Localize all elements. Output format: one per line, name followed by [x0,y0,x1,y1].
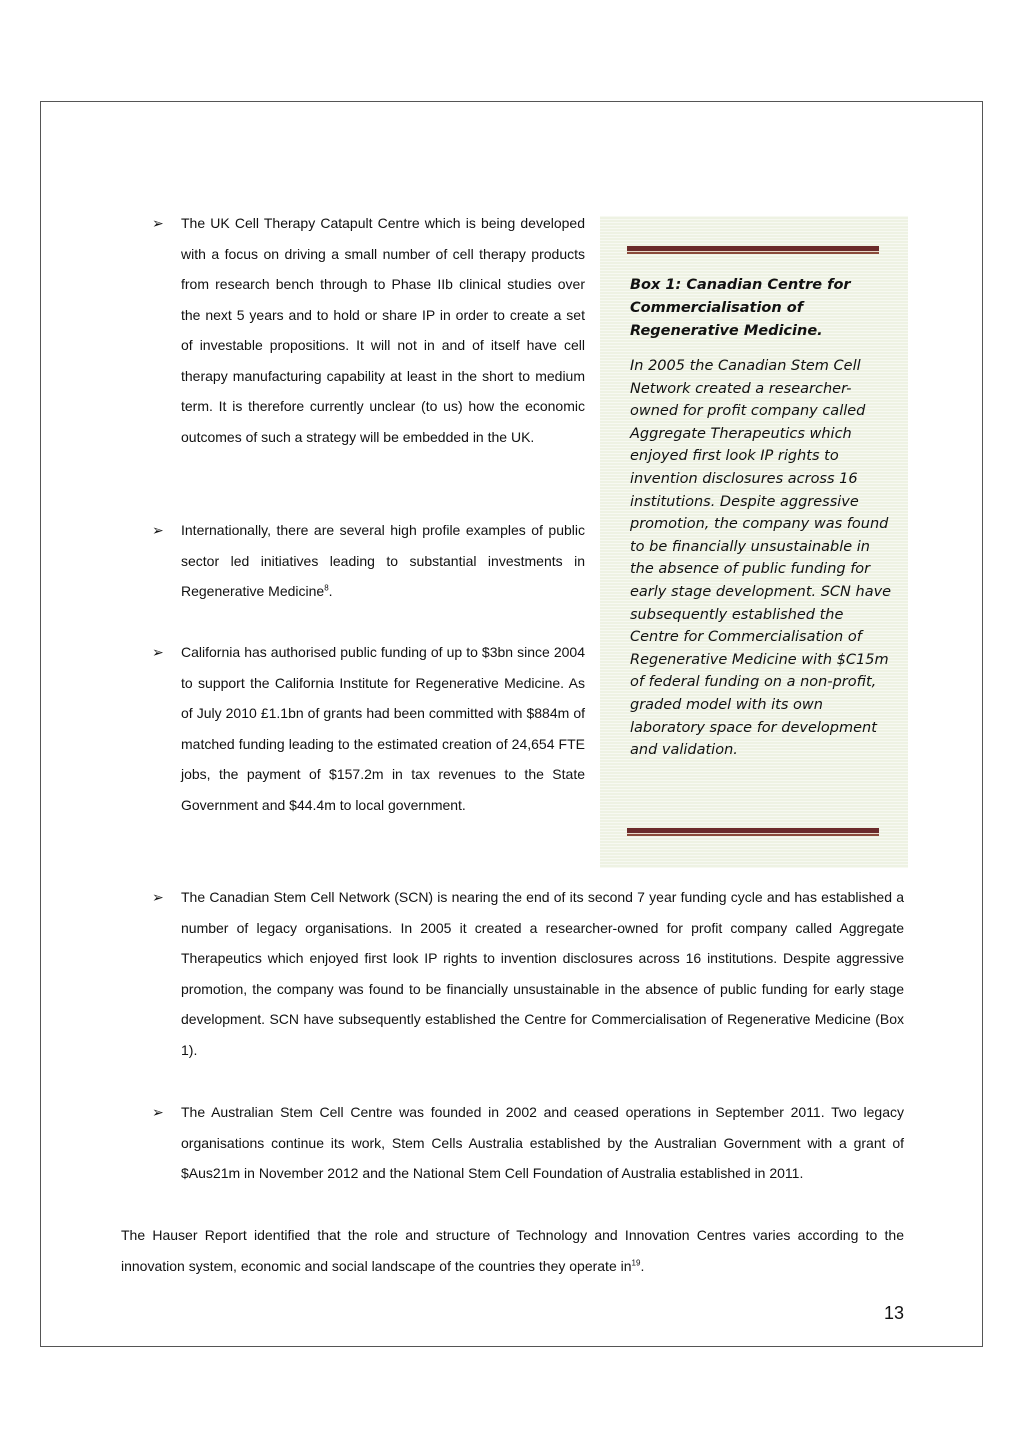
bullet-arrow-icon: ➢ [152,889,164,905]
footnote-ref: 19 [631,1257,641,1267]
bullet-arrow-icon: ➢ [152,215,164,231]
bullet-international [181,515,585,607]
bullet-arrow-icon: ➢ [152,1104,164,1120]
closing-text: The Hauser Report identified that the role and structure of Technology and Innovation Centres varies according to the innovation system, economic and social landscape of the countries they operate in [121,1227,904,1274]
box-top-rule [627,246,879,254]
bullet-california: California has authorised public funding of up to $3bn since 2004 to support the California Institute for Regenerative Medicine. As of July 2010 £1.1bn of grants had been committed with $884m of matched funding leading to the estimated creation of 24,654 FTE jobs, the payment of $157.2m in tax revenues to the State Government and $44.4m to local government. [181,644,585,813]
page-number: 13 [883,1303,904,1323]
bullet-australia: The Australian Stem Cell Centre was founded in 2002 and ceased operations in September 2011. Two legacy organisations continue its work, Stem Cells Australia established by the Australian Government with a grant of $Aus21m in November 2012 and the National Stem Cell Foundation of Australia established in 2011. [181,1104,904,1181]
bullet-uk-catapult: The UK Cell Therapy Catapult Centre which is being developed with a focus on driving a small number of cell therapy products from research bench through to Phase IIb clinical studies over the next 5 years and to hold or share IP in order to create a set of investable propositions. It will not in and of itself have cell therapy manufacturing capability at least in the short to medium term. It is therefore currently unclear (to us) how the economic outcomes of such a strategy will be embedded in the UK. [181,215,585,445]
footnote-ref: 8 [324,583,329,593]
bullet-arrow-icon: ➢ [152,522,164,538]
box-1-sidebar [600,216,908,868]
bullet-arrow-icon: ➢ [152,644,164,660]
box-bottom-rule [627,828,879,836]
bullet-international-text: Internationally, there are several high profile examples of public sector led initiatives leading to substantial investments in Regenerative Medicine [181,522,585,599]
sentence-end: . [640,1257,645,1274]
bullet-canada: The Canadian Stem Cell Network (SCN) is nearing the end of its second 7 year funding cycle and has established a number of legacy organisations. In 2005 it created a researcher-owned for profit company called Aggregate Therapeutics which enjoyed first look IP rights to invention disclosures across 16 institutions. Despite aggressive promotion, the company was found to be financially unsustainable in the absence of public funding for early stage development. SCN have subsequently established the Centre for Commercialisation of Regenerative Medicine (Box 1). [181,889,904,1058]
box-title: Box 1: Canadian Centre for Commercialisation of Regenerative Medicine. [630,277,851,339]
sentence-end: . [328,583,333,599]
box-body: In 2005 the Canadian Stem Cell Network created a researcher-owned for profit company called Aggregate Therapeutics which enjoyed first look IP rights to invention disclosures across 16 institutions. Despite aggressive promotion, the company was found to be financially unsustainable in the absence of public funding for early stage development. SCN have subsequently established the Centre for Commercialisation of Regenerative Medicine with $C15m of federal funding on a non-profit, graded model with its own laboratory space for development and validation. [630,358,892,759]
closing-paragraph [121,1220,904,1281]
